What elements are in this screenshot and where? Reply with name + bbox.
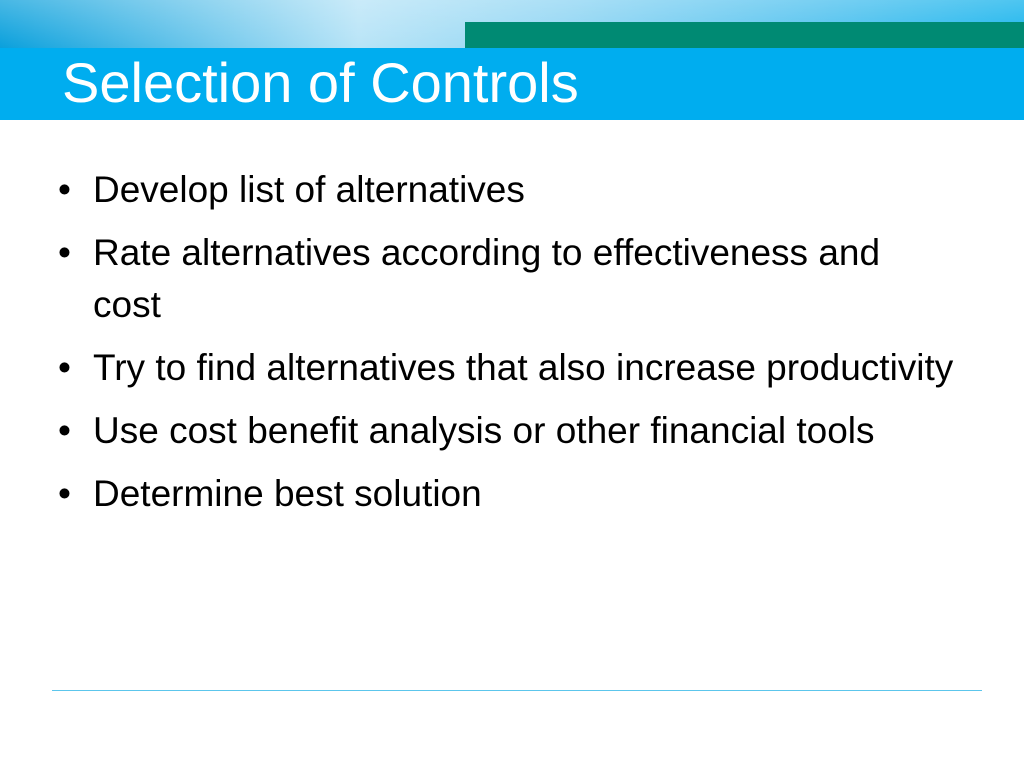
bullet-item — [58, 227, 958, 331]
bullet-item — [58, 468, 958, 520]
bullet-text: Determine best solution — [93, 473, 482, 514]
bullet-item — [58, 405, 958, 457]
bullet-icon: • — [58, 232, 71, 273]
bullet-text: Rate alternatives according to effectiveness and cost — [93, 232, 881, 325]
bullet-icon: • — [58, 410, 71, 451]
bullet-text: Develop list of alternatives — [93, 169, 525, 210]
bullet-text: Use cost benefit analysis or other financial tools — [93, 410, 875, 451]
bullet-text: Try to find alternatives that also increase productivity — [93, 347, 954, 388]
bullet-icon: • — [58, 473, 71, 514]
bullet-icon: • — [58, 169, 71, 210]
footer-divider — [52, 690, 982, 691]
bullet-icon: • — [58, 347, 71, 388]
header-accent-bar — [465, 22, 1024, 48]
bullet-list — [58, 164, 958, 531]
bullet-item — [58, 342, 958, 394]
slide-title: Selection of Controls — [62, 51, 579, 114]
bullet-item — [58, 164, 958, 216]
